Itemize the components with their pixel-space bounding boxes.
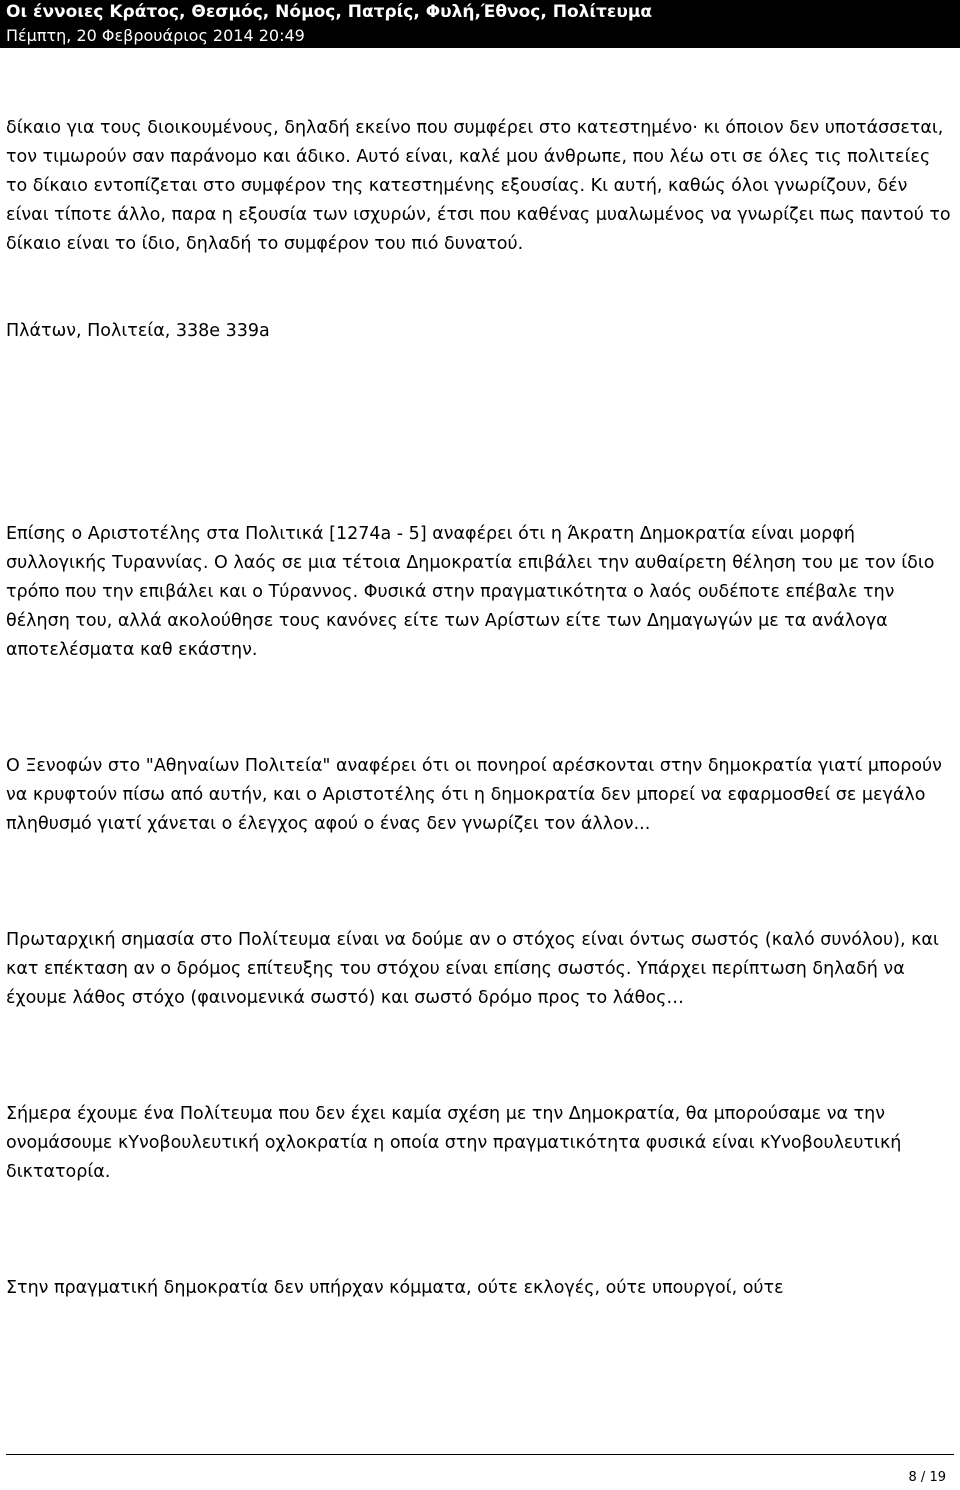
paragraph: Πρωταρχική σημασία στο Πολίτευμα είναι να δούμε αν ο στόχος είναι όντως σωστός (καλό συνόλου), και κατ επέκταση αν ο δρόμος επίτευξης του στόχου είναι επίσης σωστός. Υπάρχει περίπτωση δηλαδή να έχουμε λάθος στόχο (φαινομενικά σωστό) και σωστό δρόμο προς το λάθος… bbox=[6, 930, 939, 1008]
page-number: 8 / 19 bbox=[908, 1470, 946, 1485]
document-header bbox=[0, 0, 960, 48]
document-title: Οι έννοιες Κράτος, Θεσμός, Νόμος, Πατρίς, Φυλή,Έθνος, Πολίτευμα bbox=[6, 2, 653, 22]
document-date: Πέμπτη, 20 Φεβρουάριος 2014 20:49 bbox=[6, 26, 305, 45]
paragraph: Ο Ξενοφών στο "Αθηναίων Πολιτεία" αναφέρει ότι οι πονηροί αρέσκονται στην δημοκρατία γιατί μπορούν να κρυφτούν πίσω από αυτήν, και ο Αριστοτέλης ότι η δημοκρατία δεν μπορεί να εφαρμοσθεί σε μεγάλο πληθυσμό γιατί χάνεται ο έλεγχος αφού ο ένας δεν γνωρίζει τον άλλον... bbox=[6, 756, 942, 834]
paragraph: Στην πραγματική δημοκρατία δεν υπήρχαν κόμματα, ούτε εκλογές, ούτε υπουργοί, ούτε bbox=[6, 1278, 784, 1298]
paragraph: δίκαιο για τους διοικουμένους, δηλαδή εκείνο που συμφέρει στο κατεστημένο· κι όποιον δεν υποτάσσεται, τον τιμωρούν σαν παράνομο και άδικο. Αυτό είναι, καλέ μου άνθρωπε, που λέω οτι σε όλες τις πολιτείες το δίκαιο εντοπίζεται στο συμφέρον της κατεστημένης εξουσίας. Κι αυτή, καθώς όλοι γνωρίζουν, δέν είναι τίποτε άλλο, παρα η εξουσία των ισχυρών, έτσι που καθένας μυαλωμένος να γνωρίζει πως παντού το δίκαιο είναι το ίδιο, δηλαδή το συμφέρον του πιό δυνατού. bbox=[6, 118, 951, 254]
paragraph: Σήμερα έχουμε ένα Πολίτευμα που δεν έχει καμία σχέση με την Δημοκρατία, θα μπορούσαμε να την ονομάσουμε κΥνοβουλευτική οχλοκρατία η οποία στην πραγματικότητα φυσικά είναι κΥνοβουλευτική δικτατορία. bbox=[6, 1104, 902, 1182]
citation: Πλάτων, Πολιτεία, 338e 339a bbox=[6, 321, 270, 341]
paragraph: Επίσης ο Αριστοτέλης στα Πολιτικά [1274a - 5] αναφέρει ότι η Άκρατη Δημοκρατία είναι μορφή συλλογικής Τυραννίας. Ο λαός σε μια τέτοια Δημοκρατία επιβάλει την αυθαίρετη θέληση του με τον ίδιο τρόπο που την επιβάλει και ο Τύραννος. Φυσικά στην πραγματικότητα ο λαός ουδέποτε επέβαλε την θέληση του, αλλά ακολούθησε τους κανόνες είτε των Αρίστων είτε των Δημαγωγών με τα ανάλογα αποτελέσματα καθ εκάστην. bbox=[6, 524, 935, 660]
footer-divider bbox=[6, 1454, 954, 1455]
document-body bbox=[6, 114, 952, 1303]
